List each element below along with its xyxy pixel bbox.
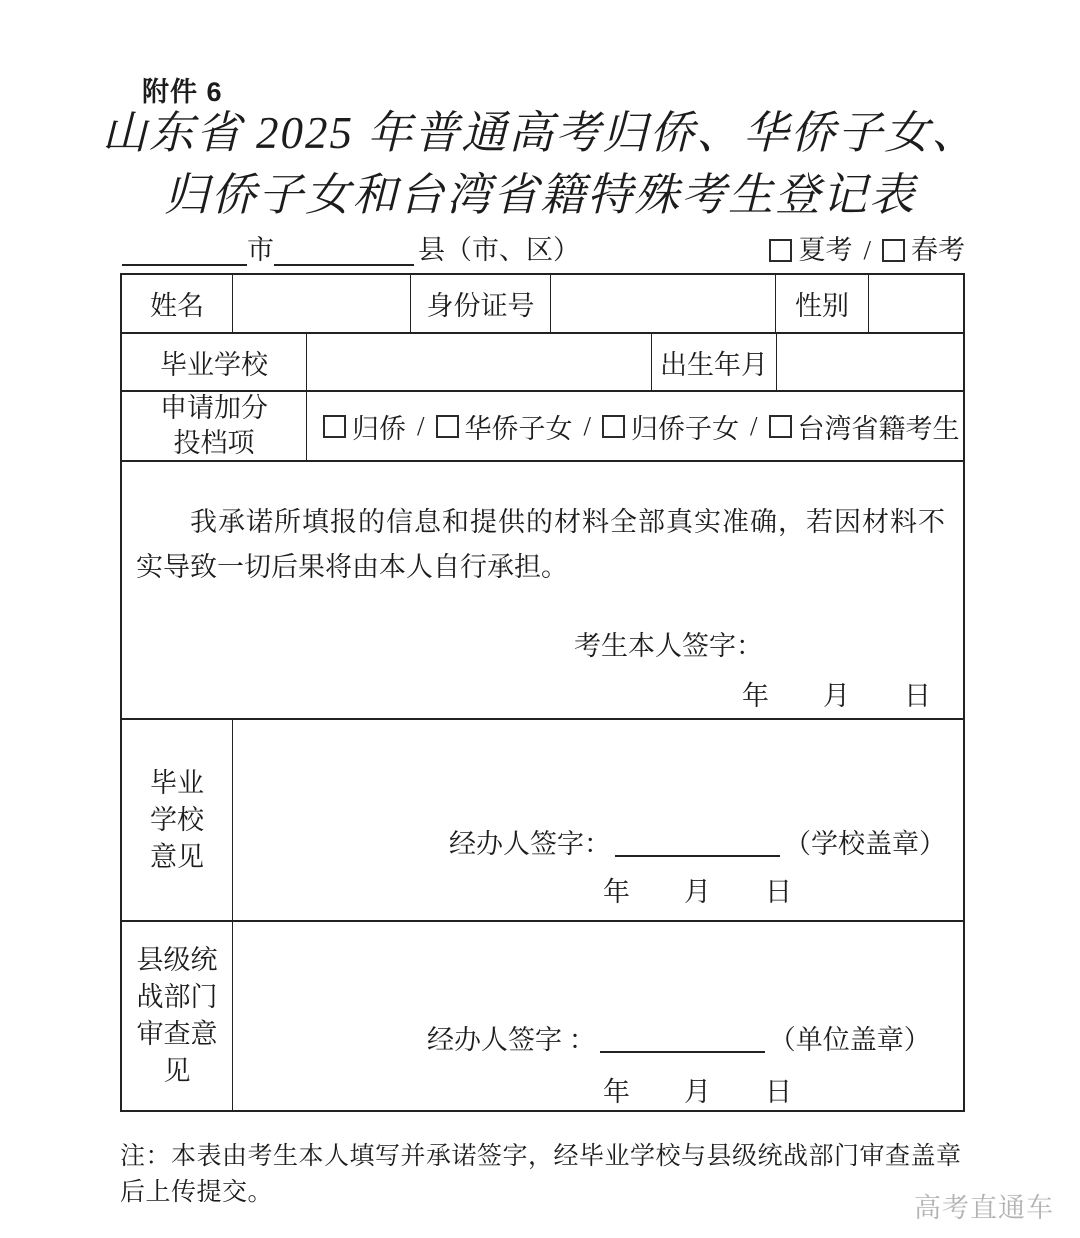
overseas-children-option[interactable]: [436, 407, 573, 446]
county-opinion-label-line3: 审查意: [136, 1019, 218, 1049]
county-blank-field[interactable]: [274, 238, 414, 266]
returned-overseas-option[interactable]: [323, 407, 406, 446]
candidate-signature-label: 考生本人签字：: [574, 631, 763, 661]
returned-overseas-checkbox[interactable]: [323, 415, 346, 438]
region-exam-line: [122, 234, 965, 266]
county-suffix-label: 县（市、区）: [418, 235, 580, 265]
form-title-line1: 山东省 2025 年普通高考归侨、华侨子女、: [101, 108, 979, 158]
returned-children-checkbox[interactable]: [602, 415, 625, 438]
table-row-county-opinion: [122, 920, 963, 1110]
bonus-category-options: [306, 392, 963, 460]
school-seal-label: （学校盖章）: [784, 829, 946, 859]
city-suffix-label: 市: [247, 235, 274, 265]
candidate-date-label: 年 月 日: [742, 681, 931, 711]
exam-separator: /: [863, 235, 871, 265]
school-signature-blank-field[interactable]: [615, 829, 780, 857]
promise-cell: [122, 462, 963, 718]
table-row-bonus-category: [122, 390, 963, 460]
summer-exam-checkbox[interactable]: [769, 239, 792, 262]
city-blank-field[interactable]: [122, 238, 247, 266]
form-title-line2: 归侨子女和台湾省籍特殊考生登记表: [163, 170, 916, 220]
name-value-cell[interactable]: [232, 275, 410, 332]
table-row-school: [122, 332, 963, 390]
table-row-school-opinion: [122, 718, 963, 920]
overseas-children-checkbox[interactable]: [436, 415, 459, 438]
school-opinion-label-line2: 学校: [150, 804, 204, 835]
option-separator: /: [583, 410, 592, 441]
birth-date-label: 出生年月: [651, 334, 776, 390]
summer-exam-option[interactable]: [769, 234, 852, 266]
overseas-children-label: 华侨子女: [464, 413, 573, 444]
school-signature-row: [449, 822, 946, 861]
county-opinion-label: [122, 922, 232, 1110]
summer-exam-label: 夏考: [798, 235, 853, 265]
taiwan-label: 台湾省籍考生: [797, 413, 960, 444]
registration-table: [120, 273, 965, 1112]
gender-value-cell[interactable]: [868, 275, 963, 332]
spring-exam-checkbox[interactable]: [882, 239, 905, 262]
table-row-promise: [122, 460, 963, 718]
bonus-category-label: [122, 392, 306, 460]
county-seal-label: （单位盖章）: [768, 1025, 931, 1055]
returned-overseas-label: 归侨: [352, 413, 406, 444]
graduate-school-label: 毕业学校: [160, 349, 268, 380]
county-signature-row: [427, 1018, 931, 1057]
graduate-school-value-cell[interactable]: [306, 334, 651, 390]
school-opinion-label-line3: 意见: [150, 841, 204, 872]
option-separator: /: [417, 410, 425, 441]
spring-exam-label: 春考: [911, 235, 965, 265]
form-title: [0, 102, 1080, 226]
returned-children-label: 归侨子女: [631, 413, 740, 444]
spring-exam-option[interactable]: [882, 234, 965, 266]
county-signature-label: 经办人签字 ：: [427, 1025, 596, 1055]
taiwan-option[interactable]: [769, 407, 960, 446]
gender-label: 性别: [775, 275, 868, 332]
school-date-label: 年 月 日: [603, 877, 792, 907]
attachment-label: 附件 6: [142, 77, 223, 107]
school-signature-label: 经办人签字：: [449, 829, 611, 859]
bonus-category-label-line2: 投档项: [173, 428, 255, 458]
school-opinion-label: [122, 720, 232, 920]
taiwan-checkbox[interactable]: [769, 415, 792, 438]
returned-children-option[interactable]: [602, 407, 739, 446]
county-date-label: 年 月 日: [603, 1077, 792, 1107]
county-opinion-label-line2: 战部门: [136, 982, 218, 1012]
bonus-category-label-line1: 申请加分: [160, 393, 268, 423]
school-opinion-content: [232, 720, 963, 920]
county-opinion-label-line4: 见: [163, 1056, 191, 1086]
county-opinion-content: [232, 922, 963, 1110]
name-label: 姓名: [150, 291, 204, 321]
county-signature-blank-field[interactable]: [600, 1025, 765, 1053]
birth-date-value-cell[interactable]: [776, 334, 963, 390]
id-number-label: 身份证号: [410, 275, 550, 332]
option-separator: /: [750, 410, 758, 441]
school-opinion-label-line1: 毕业: [150, 767, 204, 798]
table-row-identity: [122, 275, 963, 332]
county-opinion-label-line1: 县级统: [136, 945, 218, 975]
promise-text: 我承诺所填报的信息和提供的材料全部真实准确，若因材料不实导致一切后果将由本人自行承担。: [136, 507, 945, 582]
watermark-text: 高考直通车: [914, 1193, 1054, 1223]
id-number-value-cell[interactable]: [550, 275, 775, 332]
footer-note: 注：本表由考生本人填写并承诺签字，经毕业学校与县级统战部门审查盖章后上传提交。: [120, 1143, 962, 1206]
